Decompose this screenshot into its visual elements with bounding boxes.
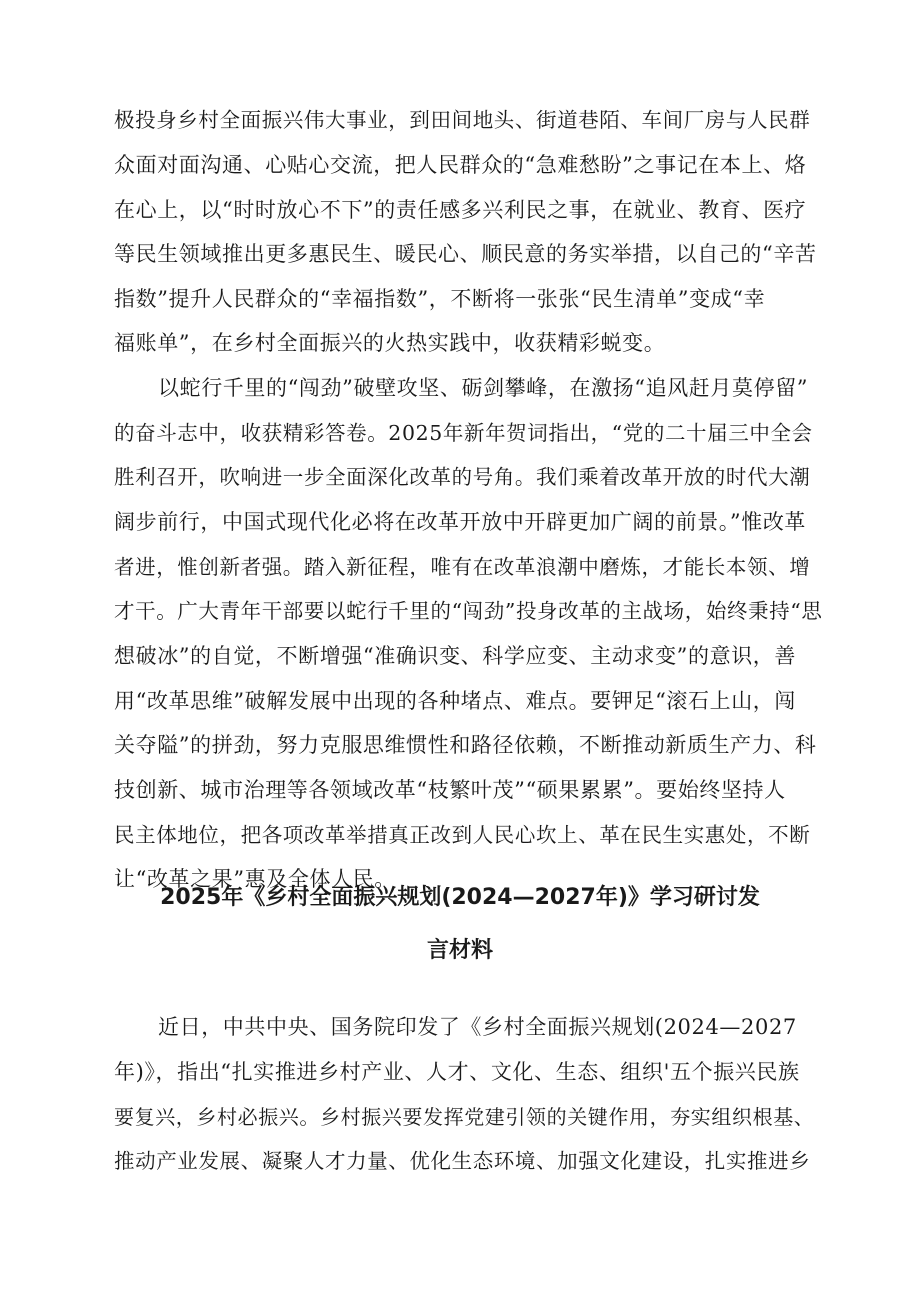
- paragraph-line: 想破冰”的自觉，不断增强“准确识变、科学应变、主动求变”的意识，善: [114, 644, 797, 668]
- paragraph-line: 年)》，指出“扎实推进乡村产业、人才、文化、生态、组织'五个振兴民族: [114, 1060, 800, 1084]
- paragraph-line: 以蛇行千里的“闯劲”破壁攻坚、砺剑攀峰，在激扬“追风赶月莫停留”: [158, 376, 809, 400]
- paragraph-line: 要复兴，乡村必振兴。乡村振兴要发挥党建引领的关键作用，夯实组织根基、: [114, 1105, 815, 1129]
- paragraph-line: 推动产业发展、凝聚人才力量、优化生态环境、加强文化建设，扎实推进乡: [114, 1149, 811, 1173]
- paragraph-line: 指数”提升人民群众的“幸福指数”，不断将一张张“民生清单”变成“幸: [114, 287, 766, 311]
- heading-line: 言材料: [426, 938, 493, 963]
- paragraph-line: 用“改革思维”破解发展中出现的各种堵点、难点。要钾足“滚石上山，闯: [114, 689, 797, 713]
- heading-line: 2025年《乡村全面振兴规划(2024—2027年)》学习研讨发: [160, 885, 760, 910]
- paragraph-line: 技创新、城市治理等各领域改革“枝繁叶茂”“硕果累累”。要始终坚持人: [114, 778, 786, 802]
- paragraph-line: 阔步前行，中国式现代化必将在改革开放中开辟更加广阔的前景。”惟改革: [114, 510, 807, 534]
- paragraph-line: 福账单”，在乡村全面振兴的火热实践中，收获精彩蜕变。: [114, 331, 666, 355]
- paragraph-line: 近日，中共中央、国务院印发了《乡村全面振兴规划(2024—2027: [158, 1015, 797, 1039]
- paragraph-line: 等民生领域推出更多惠民生、暖民心、顺民意的务实举措，以自己的“辛苦: [114, 242, 817, 266]
- paragraph-line: 者进，惟创新者强。踏入新征程，唯有在改革浪潮中磨炼，才能长本领、增: [114, 555, 811, 579]
- paragraph-line: 让“改革之果”惠及全体人民。: [114, 867, 396, 891]
- paragraph-line: 才干。广大青年干部要以蛇行千里的“闯劲”投身改革的主战场，始终秉持“思: [114, 599, 823, 623]
- paragraph-line: 众面对面沟通、心贴心交流，把人民群众的“急难愁盼”之事记在本上、烙: [114, 153, 807, 177]
- paragraph-line: 胜利召开，吹响进一步全面深化改革的号角。我们乘着改革开放的时代大潮: [114, 465, 811, 489]
- paragraph-line: 极投身乡村全面振兴伟大事业，到田间地头、街道巷陌、车间厂房与人民群: [114, 108, 811, 132]
- paragraph-line: 民主体地位，把各项改革举措真正改到人民心坎上、革在民生实惠处，不断: [114, 823, 811, 847]
- paragraph-line: 的奋斗志中，收获精彩答卷。2025年新年贺词指出，“党的二十届三中全会: [114, 421, 813, 445]
- paragraph-line: 在心上，以“时时放心不下”的责任感多兴利民之事，在就业、教育、医疗: [114, 198, 807, 222]
- paragraph-line: 关夺隘”的拼劲，努力克服思维惯性和路径依赖，不断推动新质生产力、科: [114, 733, 817, 757]
